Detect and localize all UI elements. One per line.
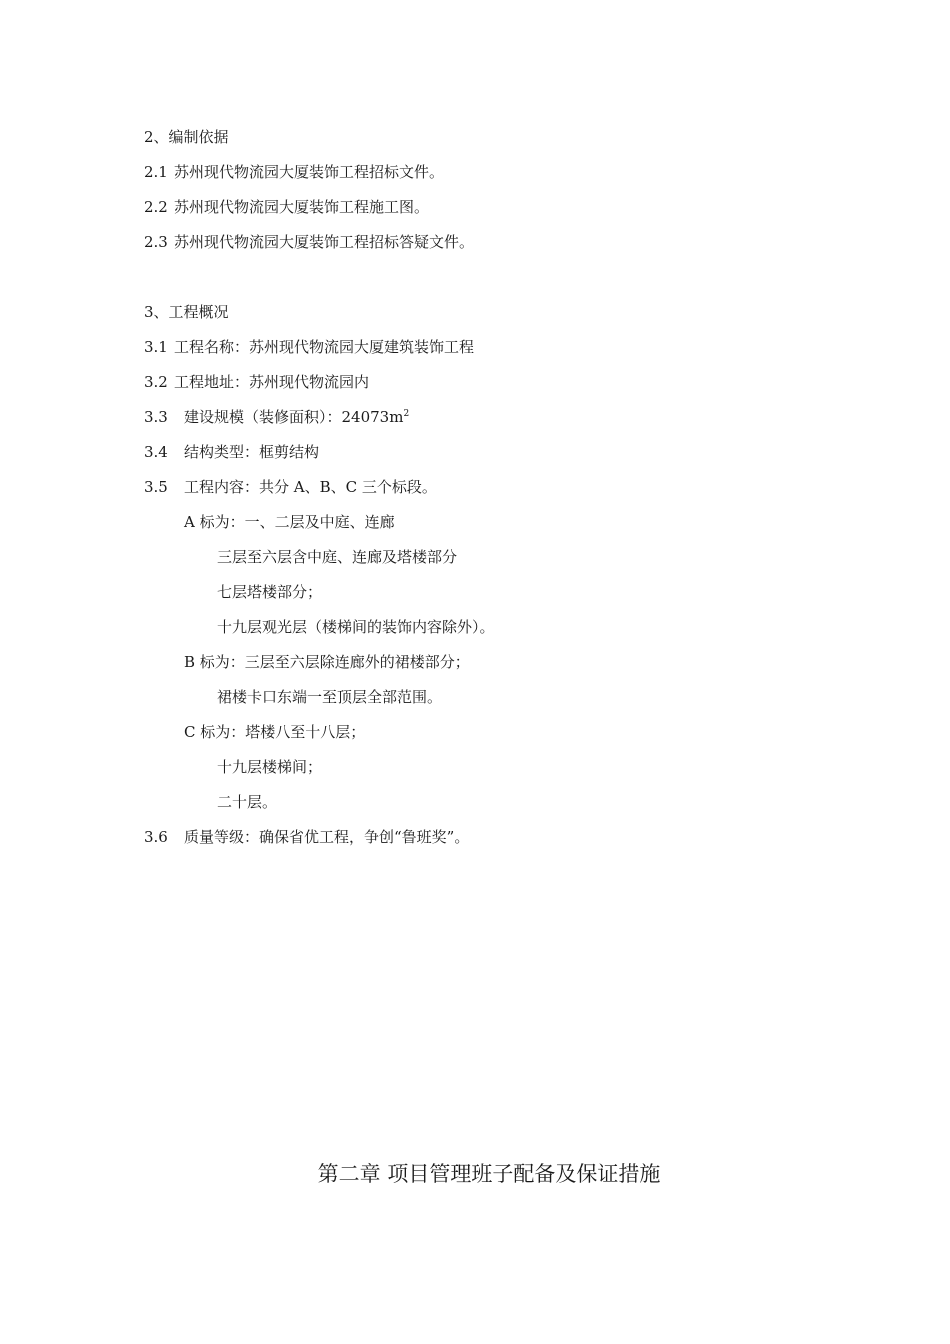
section-a-label: A 标为：一、二层及中庭、连廊 (184, 513, 395, 531)
section-c-line: 二十层。 (217, 793, 278, 811)
list-item-2-3 (144, 232, 474, 252)
list-item-2-1 (144, 162, 444, 182)
item-text: 苏州现代物流园大厦装饰工程招标文件。 (174, 163, 445, 181)
section-a-line: 三层至六层含中庭、连廊及塔楼部分 (217, 548, 458, 566)
item-text: 工程地址：苏州现代物流园内 (174, 373, 370, 391)
item-text: 工程名称：苏州现代物流园大厦建筑装饰工程 (174, 338, 475, 356)
list-item-3-2 (144, 372, 369, 392)
list-item-3-3 (144, 407, 409, 427)
item-number: 3.5 (144, 478, 168, 496)
section-c-label: C 标为：塔楼八至十八层； (184, 723, 366, 741)
section-a-line: 十九层观光层（楼梯间的装饰内容除外）。 (217, 618, 495, 636)
section-3-heading: 3、工程概况 (144, 303, 229, 321)
section-2-heading: 2、编制依据 (144, 128, 229, 146)
list-item-3-6 (144, 827, 469, 847)
section-a-line: 七层塔楼部分； (217, 583, 323, 601)
chapter-title: 第二章 项目管理班子配备及保证措施 (317, 1162, 661, 1186)
list-item-3-4 (144, 442, 319, 462)
superscript: 2 (403, 409, 410, 419)
section-b-line: 裙楼卡口东端一至顶层全部范围。 (217, 688, 443, 706)
list-item-3-5 (144, 477, 437, 497)
item-number: 3.2 (144, 373, 168, 391)
item-text: 建设规模（装修面积）：24073m (184, 408, 404, 426)
section-b-label: B 标为：三层至六层除连廊外的裙楼部分； (184, 653, 470, 671)
item-number: 2.3 (144, 233, 168, 251)
item-number: 3.1 (144, 338, 168, 356)
item-number: 2.2 (144, 198, 168, 216)
item-number: 3.4 (144, 443, 168, 461)
item-text: 工程内容：共分 A、B、C 三个标段。 (184, 478, 437, 496)
list-item-3-1 (144, 337, 474, 357)
item-number: 3.6 (144, 828, 168, 846)
item-text: 结构类型：框剪结构 (184, 443, 320, 461)
item-text: 苏州现代物流园大厦装饰工程施工图。 (174, 198, 430, 216)
list-item-2-2 (144, 197, 429, 217)
item-number: 2.1 (144, 163, 168, 181)
item-text: 苏州现代物流园大厦装饰工程招标答疑文件。 (174, 233, 475, 251)
section-c-line: 十九层楼梯间； (217, 758, 323, 776)
item-number: 3.3 (144, 408, 168, 426)
item-text: 质量等级：确保省优工程，争创“鲁班奖”。 (184, 828, 470, 846)
